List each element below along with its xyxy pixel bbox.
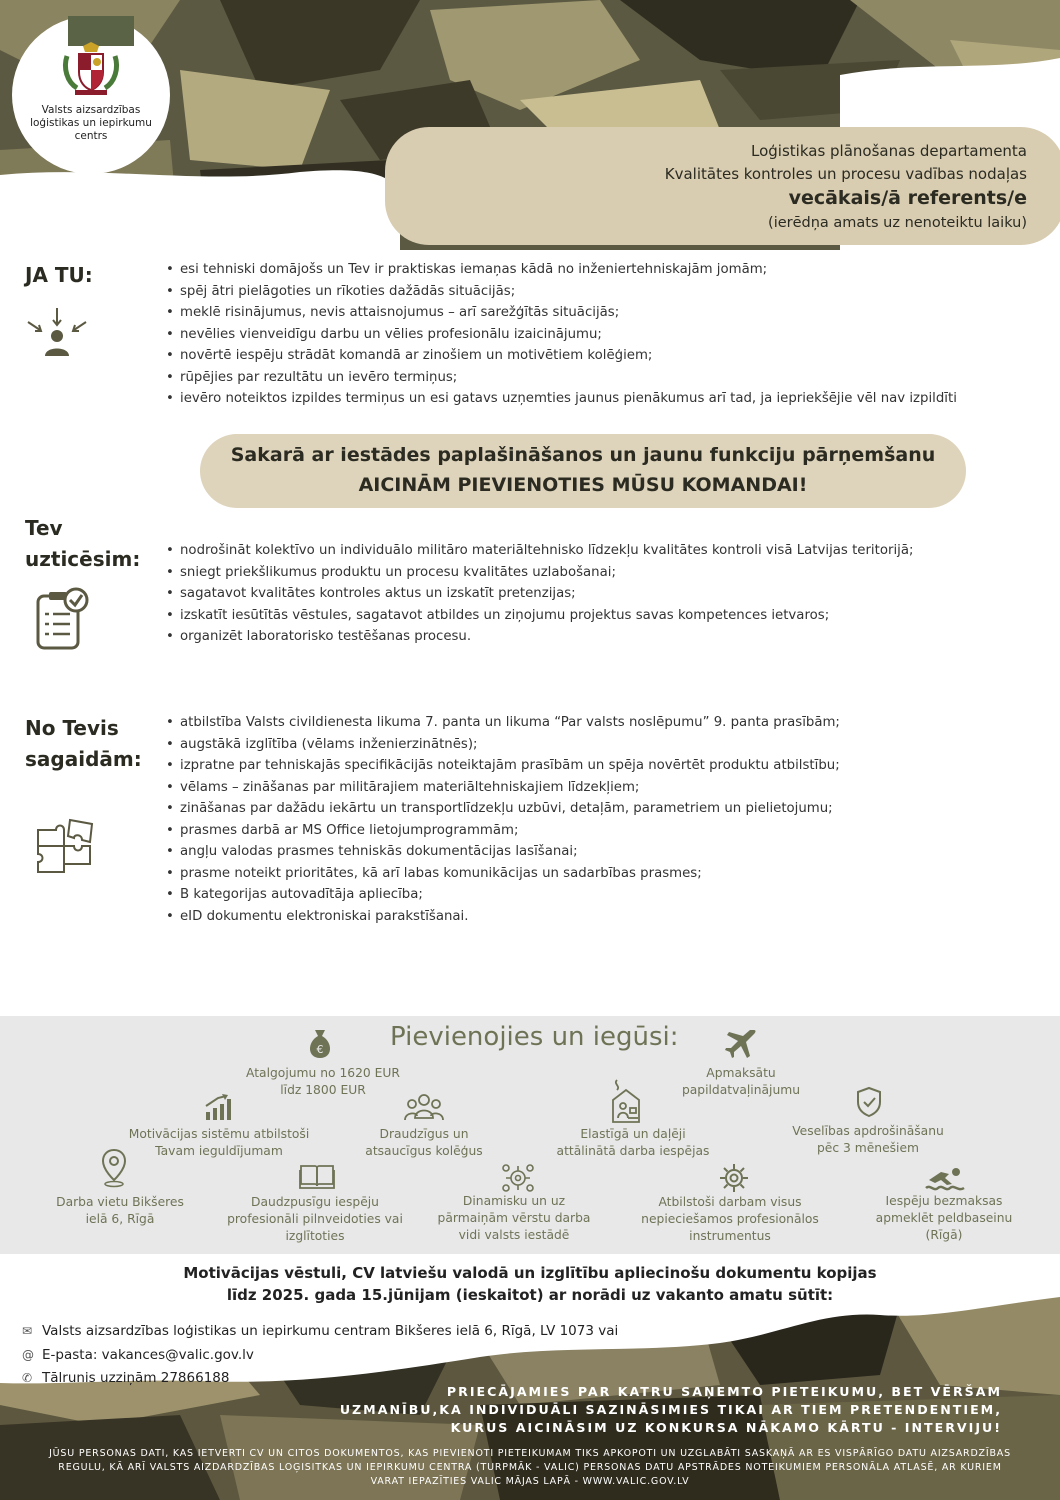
checklist-icon xyxy=(34,586,90,650)
envelope-icon: ✉ xyxy=(22,1324,33,1338)
benefit-line: Tavam ieguldījumam xyxy=(155,1144,283,1158)
duties-heading-line: Tev xyxy=(25,516,63,540)
apply-instructions-line-1: Motivācijas vēstuli, CV latviešu valodā un izglītību apliecinošu dokumentu kopijas xyxy=(183,1264,877,1282)
focus-person-icon xyxy=(26,306,88,358)
benefit-line: ielā 6, Rīgā xyxy=(85,1212,155,1226)
contact-phone xyxy=(22,1370,229,1386)
list-item: • nodrošināt kolektīvo un individuālo militāro materiāltehnisko līdzekļu kvalitātes kontroli visā Latvijas teritorijā; xyxy=(166,540,913,562)
list-item: • sagatavot kvalitātes kontroles aktus un izskatīt pretenzijas; xyxy=(166,583,913,605)
list-item: • sniegt priekšlikumus produktu un procesu kvalitātes uzlabošanai; xyxy=(166,562,913,584)
closing-line: KURUS AICINĀSIM UZ KONKURSA NĀKAMO KĀRTU - INTERVIJU! xyxy=(450,1420,1002,1435)
banner-line-1: Sakarā ar iestādes paplašināšanos un jaunu funkciju pārņemšanu xyxy=(230,444,936,466)
duties-heading-line: uzticēsim: xyxy=(25,547,141,571)
privacy-line: JŪSU PERSONAS DATI, KAS IETVERTI CV UN CITOS DOKUMENTOS, KAS PIEVIENOTI PIETEIKUMAM TIKS APKOPOTI UN UZGLABĀTI SASKAŅĀ AR ES VISPĀRĪGO DATU AIZSARDZĪBAS xyxy=(49,1448,1011,1459)
benefit-line: Veselības apdrošināšanu xyxy=(792,1124,944,1138)
contact-email xyxy=(22,1347,254,1363)
benefit-line: pēc 3 mēnešiem xyxy=(816,1141,920,1155)
list-item: • esi tehniski domājošs un Tev ir praktiskas iemaņas kādā no inženiertehniskajām jomām; xyxy=(166,259,957,281)
benefit-line: līdz 1800 EUR xyxy=(280,1083,366,1097)
book-icon xyxy=(299,1162,335,1190)
position-title: vecākais/ā referents/e xyxy=(788,187,1027,209)
benefit-line: Draudzīgus un xyxy=(379,1127,469,1141)
benefit-extra-vacation xyxy=(664,1065,818,1099)
requirements-heading-line: sagaidām: xyxy=(25,747,142,771)
shield-check-icon xyxy=(856,1086,882,1118)
closing-message xyxy=(340,1383,1002,1437)
list-item: • B kategorijas autovadītāja apliecība; xyxy=(166,884,840,906)
list-item: • organizēt laboratorisko testēšanas procesu. xyxy=(166,626,913,648)
money-bag-icon xyxy=(305,1028,335,1060)
contact-address-text: Valsts aizsardzības loģistikas un iepirkumu centram Bikšeres ielā 6, Rīgā, LV 1073 vai xyxy=(42,1323,619,1339)
position-title-box xyxy=(385,127,1060,245)
if-you-heading: JA TU: xyxy=(25,263,93,287)
privacy-line: REGULU, KĀ ARĪ VALSTS AIZDARDZĪBAS LOĢISITKAS UN IEPIRKUMU CENTRA (TURPMĀK - VALIC) PERSONAS DATU APSTRĀDES NOTEIKUMIEM PERSONĀLA ATLASĒ, AR KURIEM xyxy=(58,1462,1002,1473)
airplane-icon xyxy=(724,1028,758,1060)
list-item: • ievēro noteiktos izpildes termiņus un esi gatavs uzņemties jaunus pienākumus arī tad, ja iepriekšējie vēl nav izpildīti xyxy=(166,388,957,410)
list-item: • augstākā izglītība (vēlams inženierzinātnēs); xyxy=(166,734,840,756)
benefit-line: pārmaiņām vērstu darba xyxy=(437,1211,591,1225)
gears-people-icon xyxy=(500,1160,536,1196)
position-term: (ierēdņa amats uz nenoteiktu laiku) xyxy=(768,215,1027,231)
list-item: • izpratne par tehniskajās specifikācijās noteiktajām prasībām un spēja novērtēt produktu atbilstību; xyxy=(166,755,840,777)
contact-email-text[interactable]: E-pasta: vakances@valic.gov.lv xyxy=(42,1347,254,1363)
benefit-colleagues xyxy=(344,1126,504,1160)
benefit-motivation-system xyxy=(104,1126,334,1160)
benefit-line: izglītoties xyxy=(285,1229,345,1243)
list-item: • spēj ātri pielāgoties un rīkoties dažādās situācijās; xyxy=(166,281,957,303)
benefit-line: Dinamisku un uz xyxy=(462,1194,566,1208)
home-office-icon xyxy=(611,1078,641,1124)
list-item: • prasmes darbā ar MS Office lietojumprogrammām; xyxy=(166,820,840,842)
list-item: • vēlams – zināšanas par militārajiem materiāltehniskajiem līdzekļiem; xyxy=(166,777,840,799)
puzzle-icon xyxy=(34,816,96,876)
benefit-line: atsaucīgus kolēģus xyxy=(365,1144,483,1158)
list-item: • eID dokumentu elektroniskai parakstīšanai. xyxy=(166,906,840,928)
benefit-line: vidi valsts iestādē xyxy=(458,1228,570,1242)
benefit-salary xyxy=(232,1065,414,1099)
contact-phone-text: Tālrunis uzziņām 27866188 xyxy=(42,1370,230,1386)
phone-icon: ✆ xyxy=(22,1371,33,1385)
benefit-line: Darba vietu Bikšeres xyxy=(56,1195,184,1209)
logo-badge xyxy=(12,16,170,174)
duties-list xyxy=(166,540,913,648)
if-you-list xyxy=(166,259,957,410)
requirements-heading xyxy=(25,713,142,775)
benefit-dynamic-environment xyxy=(422,1193,606,1244)
closing-line: PRIECĀJAMIES PAR KATRU SAŅEMTO PIETEIKUMU, BET VĒRŠAM xyxy=(446,1384,1002,1399)
benefit-line: Elastīgā un daļēji xyxy=(580,1127,686,1141)
requirements-heading-line: No Tevis xyxy=(25,716,119,740)
at-icon: @ xyxy=(22,1348,34,1362)
list-item: • nevēlies vienveidīgu darbu un vēlies profesionālu izaicinājumu; xyxy=(166,324,957,346)
benefit-line: Atbilstoši darbam visus xyxy=(658,1195,802,1209)
benefit-line: Motivācijas sistēmu atbilstoši xyxy=(128,1127,310,1141)
list-item: • rūpējies par rezultātu un ievēro termiņus; xyxy=(166,367,957,389)
coat-of-arms-icon xyxy=(61,42,121,98)
gear-icon xyxy=(718,1162,750,1194)
list-item: • atbilstība Valsts civildienesta likuma 7. panta un likuma “Par valsts noslēpumu” 9. panta prasībām; xyxy=(166,712,840,734)
benefit-tools xyxy=(624,1194,836,1245)
benefits-title: Pievienojies un iegūsi: xyxy=(390,1022,679,1052)
list-item: • novērtē iespēju strādāt komandā ar zinošiem un motivētiem kolēģiem; xyxy=(166,345,957,367)
division-name: Kvalitātes kontroles un procesu vadības nodaļas xyxy=(664,165,1027,183)
benefit-workplace xyxy=(40,1194,200,1228)
list-item: • prasme noteikt prioritātes, kā arī labas komunikācijas un sadarbības prasmes; xyxy=(166,863,840,885)
privacy-line: VARAT IEPAZĪTIES VALIC MĀJAS LAPĀ - WWW.VALIC.GOV.LV xyxy=(370,1476,690,1487)
closing-line: UZMANĪBU,KA INDIVIDUĀLI SAZINĀSIMIES TIKAI AR TIEM PRETENDENTIEM, xyxy=(339,1402,1002,1417)
benefit-remote-work xyxy=(538,1126,728,1160)
benefit-line: (Rīgā) xyxy=(925,1228,963,1242)
org-name-line: centrs xyxy=(74,130,108,142)
list-item: • angļu valodas prasmes tehniskās dokumentācijas lasīšanai; xyxy=(166,841,840,863)
department-name: Loģistikas plānošanas departamenta xyxy=(751,142,1027,160)
benefit-line: apmeklēt peldbaseinu xyxy=(875,1211,1013,1225)
benefits-panel xyxy=(0,1016,1060,1254)
apply-instructions-line-2: līdz 2025. gada 15.jūnijam (ieskaitot) ar norādi uz vakanto amatu sūtīt: xyxy=(226,1286,834,1304)
benefit-line: attālinātā darba iespējas xyxy=(556,1144,710,1158)
invitation-banner xyxy=(200,434,966,508)
duties-heading xyxy=(25,513,140,575)
list-item: • izskatīt iesūtītās vēstules, sagatavot atbildes un ziņojumu projektus savas kompetences ietvaros; xyxy=(166,605,913,627)
org-name-line: loģistikas un iepirkumu xyxy=(30,117,152,129)
benefit-line: Iespēju bezmaksas xyxy=(885,1194,1003,1208)
svg-text:€: € xyxy=(316,1043,324,1056)
benefit-line: nepieciešamos profesionālos xyxy=(641,1212,819,1226)
benefit-line: Apmaksātu xyxy=(706,1066,776,1080)
list-item: • meklē risinājumus, nevis attaisnojumus – arī sarežģītās situācijās; xyxy=(166,302,957,324)
benefit-professional-development xyxy=(214,1194,416,1245)
privacy-notice xyxy=(30,1447,1030,1489)
banner-line-2: AICINĀM PIEVIENOTIES MŪSU KOMANDAI! xyxy=(358,474,808,496)
benefit-swimming-pool xyxy=(858,1193,1030,1244)
benefit-line: instrumentus xyxy=(689,1229,771,1243)
benefit-line: papildatvaļinājumu xyxy=(681,1083,801,1097)
list-item: • zināšanas par dažādu iekārtu un transportlīdzekļu uzbūvi, detaļām, parametriem un pielietojumu; xyxy=(166,798,840,820)
swimmer-icon xyxy=(925,1164,965,1194)
benefit-line: Daudzpusīgu iespēju xyxy=(251,1195,379,1209)
benefit-health-insurance xyxy=(772,1123,964,1157)
contact-address xyxy=(22,1323,618,1339)
benefit-line: profesionāli pilnveidoties vai xyxy=(227,1212,403,1226)
org-name-line: Valsts aizsardzības xyxy=(41,104,141,116)
organization-name xyxy=(20,104,162,143)
requirements-list xyxy=(166,712,840,927)
benefit-line: Atalgojumu no 1620 EUR xyxy=(246,1066,400,1080)
